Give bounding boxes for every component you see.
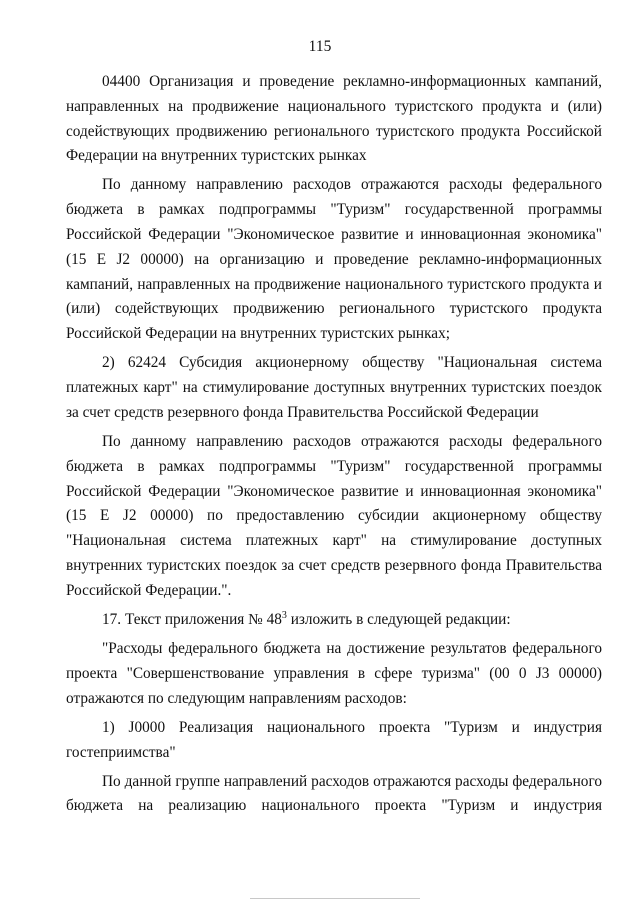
paragraph-item-17: [66, 608, 602, 633]
paragraph-j0000-description: По данной группе направлений расходов отражаются расходы федерального бюджета на реализацию национального проекта "Туризм и индустрия: [66, 772, 602, 815]
page-number: 115: [308, 38, 332, 55]
paragraph-j0000-heading: 1) J0000 Реализация национального проекта "Туризм и индустрия гостеприимства": [66, 718, 602, 761]
paragraph-04400-description: По данному направлению расходов отражаются расходы федерального бюджета в рамках подпрограммы "Туризм" государственной программы Российской Федерации "Экономическое развитие и инновационная экономика" (15 Е J2 00000) на организацию и проведение рекламно-информационных кампаний, направленных на продвижение национального туристского продукта и (или) содействующих продвижению регионального туристского продукта Российской Федерации на внутренних туристских рынках;: [66, 176, 602, 343]
paragraph-expenses-intro: "Расходы федерального бюджета на достижение результатов федерального проекта "Совершенствование управления в сфере туризма" (00 0 J3 00000) отражаются по следующим направлениям расходов:: [66, 640, 602, 707]
document-body: [66, 70, 602, 823]
item-17-superscript: 3: [281, 609, 287, 621]
paragraph-62424-heading: 2) 62424 Субсидия акционерному обществу "Национальная система платежных карт" на стимулирование доступных внутренних туристских поездок за счет средств резервного фонда Правительства Российской Федерации: [66, 354, 602, 421]
item-17-text-before: 17. Текст приложения № 48: [102, 610, 282, 628]
scan-edge-line: [250, 898, 420, 899]
paragraph-62424-description: По данному направлению расходов отражаются расходы федерального бюджета в рамках подпрограммы "Туризм" государственной программы Российской Федерации "Экономическое развитие и инновационная экономика" (15 Е J2 00000) по предоставлению субсидии акционерному обществу "Национальная система платежных карт" на стимулирование доступных внутренних туристских поездок за счет средств резервного фонда Правительства Российской Федерации.".: [66, 433, 602, 599]
paragraph-04400-heading: 04400 Организация и проведение рекламно-информационных кампаний, направленных на продвижение национального туристского продукта и (или) содействующих продвижению регионального туристского продукта Российской Федерации на внутренних туристских рынках: [66, 73, 602, 165]
item-17-text-after: изложить в следующей редакции:: [286, 610, 511, 628]
